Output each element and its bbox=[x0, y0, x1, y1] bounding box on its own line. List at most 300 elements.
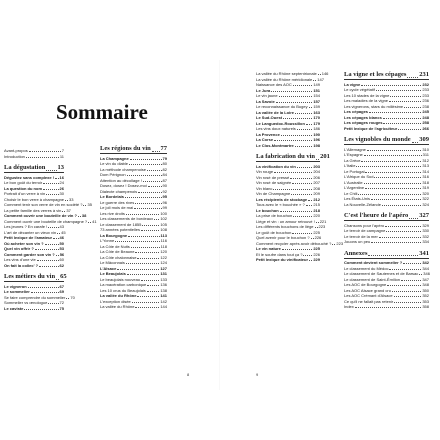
page-number: 100 bbox=[160, 210, 167, 216]
page-number: 170 bbox=[313, 115, 320, 120]
entry-title: Dialecte champenois bbox=[100, 188, 138, 194]
page-number: 212 bbox=[313, 196, 320, 202]
entry-title: La vallée du Rhône méridionale bbox=[256, 76, 313, 82]
dot-leader bbox=[295, 113, 312, 114]
page-number: 157 bbox=[313, 98, 320, 104]
page-number: 226 bbox=[314, 235, 322, 240]
page-number: 236 bbox=[422, 98, 429, 103]
dot-leader bbox=[29, 151, 61, 152]
entry-title: Le Beaujolais bbox=[100, 271, 126, 276]
entry-title: Choisir le bon verre à champagne bbox=[4, 196, 65, 202]
page-number: 332 bbox=[422, 233, 429, 239]
dot-leader bbox=[117, 269, 159, 270]
dot-leader bbox=[316, 222, 319, 223]
entry-title: Petit lexique de l'amateur bbox=[4, 235, 53, 240]
dot-leader bbox=[26, 157, 59, 158]
dot-leader bbox=[394, 302, 421, 303]
entry-title: Le Portugal bbox=[344, 168, 365, 174]
page-number: 347 bbox=[422, 276, 429, 282]
page-number: 352 bbox=[422, 293, 429, 298]
dot-leader bbox=[35, 249, 59, 250]
page-number: 127 bbox=[160, 265, 167, 271]
entry-title: Attention au décollage ! bbox=[100, 177, 142, 183]
dot-leader bbox=[125, 197, 162, 198]
dot-leader bbox=[55, 178, 59, 179]
entry-title: On fait la collec' ? bbox=[4, 262, 39, 268]
dot-leader bbox=[148, 186, 162, 187]
entry-title: L'Australie bbox=[344, 179, 363, 185]
dot-leader bbox=[309, 260, 312, 261]
dot-leader bbox=[115, 241, 159, 242]
dot-leader bbox=[387, 285, 421, 286]
entry-title: La petite famille des verres à vin bbox=[4, 207, 62, 213]
page-number: 320 bbox=[422, 190, 429, 196]
dot-leader bbox=[389, 101, 421, 102]
page-number: 151 bbox=[313, 87, 320, 93]
page-number: 201 bbox=[320, 153, 330, 160]
page-number: 65 bbox=[60, 273, 67, 280]
entry-title: Vin rouge bbox=[256, 169, 274, 174]
page-number: 221 bbox=[319, 218, 327, 224]
dot-leader bbox=[28, 287, 59, 288]
dot-leader bbox=[137, 296, 159, 297]
toc-section-heading bbox=[4, 273, 67, 282]
dot-leader bbox=[401, 280, 421, 281]
page-number: 311 bbox=[422, 152, 429, 157]
dot-leader bbox=[403, 263, 421, 264]
dot-leader bbox=[412, 142, 419, 143]
entry-title: Le vigneron bbox=[4, 283, 27, 289]
entry-title: La Bourgogne bbox=[100, 232, 128, 238]
page-number: 92 bbox=[162, 188, 167, 194]
page-number: 43 bbox=[59, 224, 64, 229]
dot-leader bbox=[383, 123, 421, 124]
dot-leader bbox=[316, 159, 319, 160]
dot-leader bbox=[129, 164, 162, 165]
dot-leader bbox=[409, 218, 418, 219]
page-number: 159 bbox=[313, 104, 320, 109]
section-title: La vigne et les cépages bbox=[344, 71, 407, 78]
entry-title: Le Languedoc-Roussillon bbox=[256, 120, 305, 126]
dot-leader bbox=[398, 129, 421, 130]
dot-leader bbox=[46, 170, 56, 171]
entry-title: Portrait d'un verre à vin bbox=[4, 191, 46, 196]
dot-leader bbox=[57, 233, 60, 234]
dot-leader bbox=[295, 146, 313, 147]
entry-title: Le guerre des rives bbox=[100, 199, 135, 205]
page-number: 215 bbox=[313, 202, 320, 207]
page-number: 319 bbox=[422, 185, 429, 190]
page-number: 70 bbox=[70, 294, 75, 300]
section-title: La fabrication du vin bbox=[256, 153, 316, 160]
dot-leader bbox=[143, 181, 162, 182]
dot-leader bbox=[152, 151, 160, 152]
dot-leader bbox=[369, 112, 421, 113]
toc-entry bbox=[344, 202, 429, 208]
page-number: 238 bbox=[422, 103, 429, 109]
dot-leader bbox=[315, 227, 318, 228]
entry-title: La Nouvelle-Zélande bbox=[344, 201, 381, 207]
dot-leader bbox=[379, 237, 422, 238]
entry-title: Se faire comprendre du sommelier bbox=[4, 294, 66, 300]
entry-title: Dégustez sans complexe ! bbox=[4, 174, 55, 180]
dot-leader bbox=[390, 96, 421, 97]
dot-leader bbox=[364, 183, 422, 184]
dot-leader bbox=[130, 159, 162, 160]
page-number: 131 bbox=[160, 271, 167, 276]
page-number: 207 bbox=[313, 180, 320, 185]
page-number: 344 bbox=[422, 265, 429, 271]
page-number: 322 bbox=[422, 196, 429, 201]
page-number: 310 bbox=[422, 146, 429, 152]
dot-leader bbox=[147, 285, 159, 286]
dot-leader bbox=[364, 155, 422, 156]
entry-title: La Corse bbox=[256, 137, 274, 142]
entry-title: Les récipients de stockage bbox=[256, 196, 308, 202]
entry-title: La méthode champenoise bbox=[100, 166, 147, 172]
page-number: 77 bbox=[160, 145, 167, 152]
entry-title: Le reconnaissance du Bugey bbox=[256, 104, 308, 109]
page-number: 330 bbox=[422, 228, 429, 233]
entry-title: Le terroir de la mer bbox=[344, 233, 378, 239]
dot-leader bbox=[407, 77, 418, 78]
dot-leader bbox=[66, 298, 69, 299]
page-number: 75 bbox=[59, 305, 64, 311]
page-number: 233 bbox=[422, 92, 429, 98]
entry-title: La vallée du Rhône bbox=[100, 293, 137, 298]
dot-leader bbox=[88, 222, 91, 223]
page-number: 245 bbox=[422, 109, 429, 114]
page-number: 33 bbox=[69, 196, 74, 202]
page-number: 87 bbox=[162, 177, 167, 183]
entry-title: Le Bordelais bbox=[100, 194, 125, 199]
entry-title: La vallée de la Loire bbox=[256, 109, 295, 115]
page-number: 108 bbox=[160, 227, 167, 232]
page-number: 154 bbox=[313, 93, 320, 98]
dot-leader bbox=[141, 280, 159, 281]
page-number: 11 bbox=[59, 153, 64, 159]
page-number: 316 bbox=[422, 174, 429, 179]
dot-leader bbox=[308, 200, 312, 201]
dot-leader bbox=[135, 307, 159, 308]
dot-leader bbox=[368, 255, 418, 256]
dot-leader bbox=[279, 96, 313, 97]
entry-title: Les 10 stades de la vigne bbox=[344, 92, 390, 98]
page-number: 258 bbox=[422, 120, 429, 125]
entry-title: Comment recycler après avoir débouché ? bbox=[256, 240, 332, 246]
dot-leader bbox=[382, 205, 421, 206]
toc-section-heading bbox=[4, 164, 64, 173]
dot-leader bbox=[318, 74, 321, 75]
entry-title: Les différents bouchons de liège bbox=[256, 224, 314, 229]
page-number: 138 bbox=[160, 287, 167, 293]
page-number: 358 bbox=[422, 304, 429, 309]
dot-leader bbox=[39, 266, 58, 267]
entry-title: Le joli mois de mai bbox=[100, 205, 134, 210]
dot-leader bbox=[43, 183, 58, 184]
toc-entry bbox=[256, 143, 320, 149]
page-number: 225 bbox=[313, 246, 320, 251]
entry-title: Comment garder son vin ? bbox=[4, 251, 55, 257]
entry-title: Le Clos-Montmartre bbox=[256, 142, 294, 148]
dot-leader bbox=[281, 135, 313, 136]
page-number: 38 bbox=[81, 213, 87, 218]
entry-title: Le classement de 1855 bbox=[100, 221, 142, 227]
page-number: 80 bbox=[162, 161, 167, 166]
page-number: 7 bbox=[61, 148, 64, 153]
dot-leader bbox=[361, 161, 421, 162]
toc-section-heading bbox=[344, 136, 429, 145]
dot-leader bbox=[274, 172, 312, 173]
page-number: 266 bbox=[422, 125, 429, 131]
dot-leader bbox=[356, 166, 421, 167]
entry-title: Dosez, dosez ! Dosez-moi bbox=[100, 183, 147, 188]
page-number: 163 bbox=[313, 109, 320, 115]
page-number: 341 bbox=[419, 249, 429, 257]
entry-title: Dom Pérignon bbox=[100, 172, 126, 177]
dot-leader bbox=[134, 208, 161, 209]
entry-title: Le Jura bbox=[256, 87, 271, 93]
dot-leader bbox=[291, 194, 312, 195]
dot-leader bbox=[65, 200, 68, 201]
page-number: 231 bbox=[419, 71, 429, 78]
dot-leader bbox=[126, 214, 159, 215]
entry-title: Les 10 crus du Beaujolais bbox=[100, 287, 146, 293]
page-number: 204 bbox=[313, 169, 320, 174]
page-title: Sommaire bbox=[56, 100, 148, 124]
page-number: 46 bbox=[59, 235, 64, 240]
book-gutter bbox=[219, 60, 220, 390]
page-number: 133 bbox=[160, 276, 167, 282]
page-number: 120 bbox=[160, 249, 167, 254]
entry-title: Les cépages rouges bbox=[344, 120, 383, 125]
entry-title: Et le soufre dans tout ça ? bbox=[256, 251, 303, 257]
entry-title: Introduction bbox=[4, 153, 25, 159]
dot-leader bbox=[309, 107, 313, 108]
entry-title: Les maladies de la vigne bbox=[344, 98, 389, 103]
page-number: 124 bbox=[160, 260, 167, 265]
entry-title: Petit lexique de l'agriculteur bbox=[344, 125, 398, 131]
dot-leader bbox=[311, 238, 314, 239]
left-page-number: 8 bbox=[187, 372, 190, 377]
toc-column-1 bbox=[4, 148, 97, 311]
dot-leader bbox=[383, 118, 422, 119]
dot-leader bbox=[376, 90, 421, 91]
dot-leader bbox=[419, 274, 422, 275]
page-number: 67 bbox=[59, 283, 64, 289]
toc-section-heading bbox=[100, 145, 167, 154]
entry-title: Comment devient sommelier ? bbox=[344, 260, 403, 265]
page-number: 350 bbox=[422, 287, 429, 293]
dot-leader bbox=[46, 194, 58, 195]
page-number: 190 bbox=[313, 131, 320, 137]
page-number: 218 bbox=[313, 207, 320, 213]
page-number: 329 bbox=[422, 222, 429, 228]
page-number: 122 bbox=[160, 254, 167, 260]
page-number: 313 bbox=[422, 163, 429, 168]
page-number: 208 bbox=[313, 185, 320, 191]
page-number: 118 bbox=[160, 243, 167, 249]
page-number: 318 bbox=[422, 179, 429, 185]
dot-leader bbox=[126, 263, 159, 264]
page-number: 309 bbox=[419, 136, 429, 143]
toc-section-heading bbox=[344, 212, 429, 221]
section-title: Les métiers du vin bbox=[4, 273, 56, 280]
entry-title: La vallée du Rhône septentrionale bbox=[256, 71, 317, 76]
entry-title: Ce qu'il ne fallait pas retenir bbox=[344, 298, 394, 304]
section-title: Les régions du vin bbox=[100, 145, 151, 152]
page-number: 24 bbox=[59, 180, 64, 185]
entry-title: 73 années potentielles bbox=[100, 227, 141, 232]
dot-leader bbox=[273, 189, 312, 190]
dot-leader bbox=[365, 172, 421, 173]
dot-leader bbox=[78, 216, 81, 217]
dot-leader bbox=[371, 242, 421, 243]
entry-title: Le caviste bbox=[4, 305, 24, 311]
page-number: 203 bbox=[313, 163, 320, 169]
dot-leader bbox=[131, 247, 160, 248]
dot-leader bbox=[389, 269, 421, 270]
page-number: 342 bbox=[422, 260, 429, 265]
dot-leader bbox=[53, 238, 58, 239]
page-number: 223 bbox=[336, 240, 344, 246]
page-number: 102 bbox=[160, 216, 167, 221]
dot-leader bbox=[358, 194, 421, 195]
entry-title: Avant-propos bbox=[4, 148, 28, 153]
toc-entry bbox=[4, 306, 64, 312]
dot-leader bbox=[282, 249, 312, 250]
entry-title: La question du nom bbox=[4, 185, 42, 191]
section-title: Annexes bbox=[344, 249, 368, 257]
dot-leader bbox=[56, 279, 59, 280]
entry-title: Le vin du diable bbox=[100, 161, 129, 166]
page-number: 312 bbox=[422, 157, 429, 163]
dot-leader bbox=[297, 167, 313, 168]
entry-title: Jouons un peu bbox=[344, 239, 371, 244]
entry-title: Naissance des AOC bbox=[256, 82, 292, 87]
dot-leader bbox=[154, 219, 159, 220]
entry-title: Où acheter son vin ? bbox=[4, 240, 44, 246]
entry-title: La Côte de Beaune bbox=[100, 249, 135, 254]
section-title: C'est l'heure de l'apéro bbox=[344, 212, 409, 219]
page-number: 226 bbox=[313, 251, 320, 257]
entry-title: Les AOC Alsace grand cru bbox=[344, 287, 391, 293]
toc-entry bbox=[256, 257, 320, 263]
dot-leader bbox=[135, 203, 161, 204]
toc-entry bbox=[344, 126, 429, 132]
entry-title: Les cépages blancs bbox=[344, 114, 382, 120]
dot-leader bbox=[290, 178, 312, 179]
entry-title: L'Alsace bbox=[100, 265, 117, 271]
entry-title: L'exception disée bbox=[100, 298, 131, 304]
dot-leader bbox=[355, 307, 422, 308]
entry-title: Le classement de Sauternes et de Barsac bbox=[344, 271, 419, 276]
entry-title: Comment ouvrir une bouteille de vin ? bbox=[4, 213, 77, 218]
dot-leader bbox=[293, 216, 312, 217]
entry-title: Le Chili bbox=[344, 190, 358, 196]
page-number: 346 bbox=[423, 271, 430, 276]
dot-leader bbox=[303, 255, 312, 256]
toc-column-4 bbox=[344, 71, 429, 310]
page-number: 196 bbox=[313, 137, 320, 142]
page-number: 96 bbox=[162, 199, 167, 205]
page-number: 179 bbox=[313, 120, 320, 126]
dot-leader bbox=[141, 230, 159, 231]
entry-title: L'Yonne bbox=[100, 238, 115, 243]
page-number: 229 bbox=[313, 257, 320, 262]
dot-leader bbox=[127, 175, 162, 176]
entry-title: Les vins d'une vie bbox=[4, 257, 36, 262]
entry-title: Les États-Unis bbox=[344, 196, 371, 201]
entry-title: Vin de Champagne bbox=[256, 191, 291, 196]
page-number: 62 bbox=[59, 262, 64, 268]
dot-leader bbox=[283, 118, 312, 119]
dot-leader bbox=[394, 296, 422, 297]
page-number: 147 bbox=[317, 76, 324, 82]
entry-title: Quel avenir pour le bouchon ? bbox=[256, 235, 310, 240]
toc-entry bbox=[344, 239, 429, 245]
entry-title: Le bouchon bbox=[256, 207, 279, 213]
entry-title: Sommelier vs œnologue bbox=[4, 300, 48, 305]
entry-title: L'Afrique du Sud bbox=[344, 174, 374, 179]
dot-leader bbox=[280, 211, 313, 212]
toc-column-2 bbox=[100, 145, 167, 310]
page-number: 45 bbox=[61, 229, 66, 235]
page-number: 206 bbox=[313, 174, 320, 180]
page-number: 209 bbox=[313, 191, 320, 196]
dot-leader bbox=[404, 107, 421, 108]
page-number: 16 bbox=[59, 174, 64, 180]
dot-leader bbox=[386, 231, 421, 232]
page-number: 105 bbox=[160, 221, 167, 227]
page-number: 136 bbox=[160, 282, 167, 287]
entry-title: Comment tenir son verre de vin en société ? bbox=[4, 202, 83, 207]
dot-leader bbox=[374, 177, 421, 178]
dot-leader bbox=[361, 85, 421, 86]
page-number: 144 bbox=[160, 304, 167, 309]
dot-leader bbox=[367, 150, 421, 151]
page-number: 35 bbox=[87, 202, 92, 207]
dot-leader bbox=[48, 227, 58, 228]
toc-section-heading bbox=[344, 250, 429, 259]
dot-leader bbox=[127, 274, 160, 275]
page-number: 30 bbox=[59, 191, 64, 196]
entry-title: La vallée du Rhône bbox=[100, 304, 135, 309]
page-number: 37 bbox=[66, 207, 71, 213]
entry-title: Tous avec le « bouchée » ? bbox=[256, 202, 305, 207]
entry-title: La Savoie bbox=[256, 98, 275, 104]
entry-title: La Grèce bbox=[344, 157, 361, 163]
entry-title: Les classements de bordeaux bbox=[100, 216, 154, 221]
entry-title: Vin rosé de pressé bbox=[256, 174, 290, 180]
dot-leader bbox=[56, 255, 59, 256]
page-number: 248 bbox=[422, 114, 429, 120]
entry-title: La vigne bbox=[344, 81, 361, 87]
dot-leader bbox=[276, 102, 313, 103]
page-number: 50 bbox=[59, 240, 64, 246]
entry-title: Comment ouvrir une bouteille de champagne ? bbox=[4, 218, 88, 224]
entry-title: Le Sud-Ouest bbox=[256, 115, 283, 120]
page-number: 53 bbox=[59, 246, 64, 251]
dot-leader bbox=[83, 205, 86, 206]
entry-title: L'Italie bbox=[344, 163, 356, 168]
page-number: 324 bbox=[422, 201, 429, 207]
page-number: 69 bbox=[59, 289, 64, 294]
entry-title: Le classement du Médoc bbox=[344, 265, 389, 271]
dot-leader bbox=[297, 129, 313, 130]
page-number: 146 bbox=[321, 71, 329, 76]
page-number: 41 bbox=[92, 218, 97, 224]
